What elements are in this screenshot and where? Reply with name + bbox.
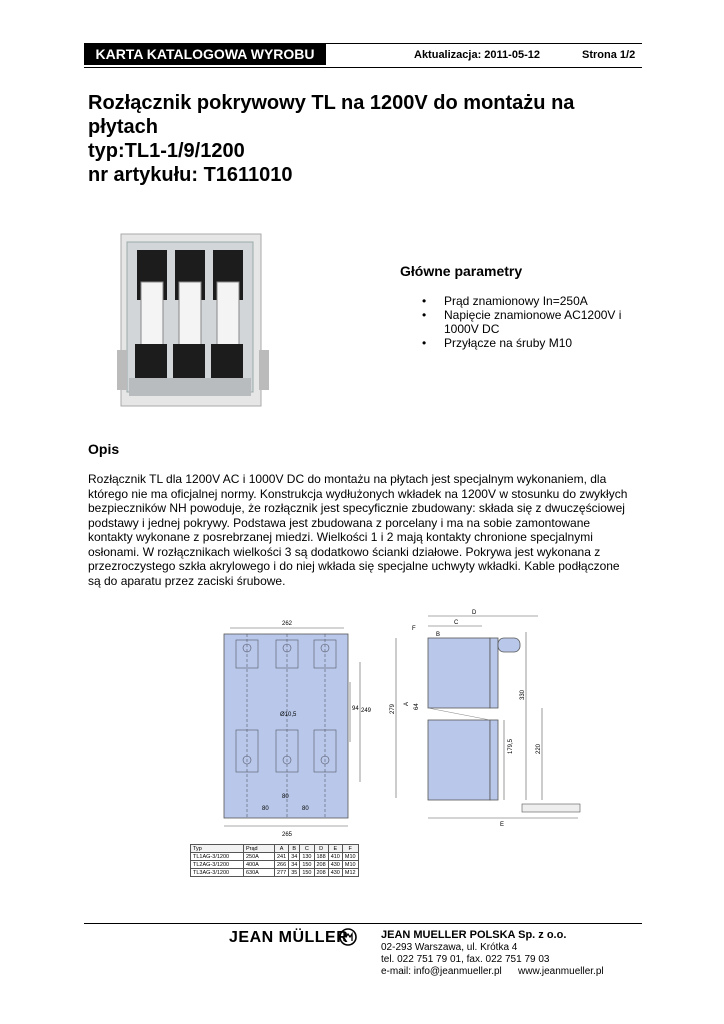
product-title	[88, 91, 648, 187]
front-view-drawing	[218, 612, 372, 842]
type-line: typ:TL1-1/9/1200	[88, 140, 245, 162]
bullet-icon: •	[422, 336, 427, 350]
table-header-row	[191, 845, 359, 853]
dim-80: 80	[282, 794, 289, 800]
table-row	[191, 853, 359, 861]
article-number: nr artykułu: T1611010	[88, 164, 293, 186]
dim-D: D	[472, 610, 477, 616]
description-line: są do aparatu przez zaciski śrubowe.	[88, 573, 286, 588]
table-cell: 208	[314, 869, 328, 877]
table-cell: TL3AG-3/1200	[191, 869, 244, 877]
update-date: Aktualizacja: 2011-05-12	[414, 49, 540, 61]
table-cell: 34	[289, 861, 300, 869]
description-line: którego nie ma oficjalnej normy. Konstrukcja wydłużonych wkładek na 1200V w stosunku do zwykłych	[88, 486, 628, 501]
parameter-text: Przyłącze na śruby M10	[444, 336, 573, 350]
column-header: A	[275, 845, 289, 853]
parameter-text: Napięcie znamionowe AC1200V i	[444, 308, 622, 322]
table-cell: 410	[328, 853, 342, 861]
dim-C: C	[454, 620, 459, 626]
dim-80: 80	[302, 806, 309, 812]
table-cell: 150	[300, 861, 314, 869]
list-item	[422, 294, 652, 308]
column-header: Prąd	[244, 845, 275, 853]
dimensions-table	[190, 844, 359, 877]
description-line: przezroczystego szkła akrylowego i do niej wkłada się specjalne uchwyty wkładki. Kable podłączone	[88, 559, 620, 573]
table-cell: 208	[314, 861, 328, 869]
table-cell: M12	[342, 869, 358, 877]
dim-94: 94	[352, 706, 359, 712]
table-cell: 130	[300, 853, 314, 861]
bullet-icon: •	[422, 294, 427, 308]
dim-179-5: 179,5	[508, 738, 514, 754]
product-photo	[117, 232, 269, 408]
dim-249: 249	[361, 708, 372, 714]
description-line: kontakty wykonane z posrebrzanej miedzi. Wielkości 1 i 2 mają kontakty chronione specjalnymi	[88, 530, 593, 544]
parameter-text: Prąd znamionowy In=250A	[444, 294, 588, 308]
dim-80: 80	[262, 806, 269, 812]
list-item	[422, 308, 652, 336]
column-header: E	[328, 845, 342, 853]
table-row	[191, 861, 359, 869]
jm-logo-icon	[339, 928, 357, 946]
dim-B: B	[436, 632, 441, 638]
description-line: podstawy i jednej pokrywy. Podstawa jest zbudowana z porcelany i ma na sobie zamontowane	[88, 515, 591, 530]
footer-rule	[84, 923, 642, 924]
list-item	[422, 336, 652, 350]
table-cell: 266	[275, 861, 289, 869]
dim-330: 330	[520, 689, 526, 700]
table-cell: 250A	[244, 853, 275, 861]
company-website[interactable]: www.jeanmueller.pl	[518, 966, 604, 977]
description-line: osłonami. W rozłącznikach wielkości 3 są dodatkowo ścianki działowe. Pokrywa jest wykonana z	[88, 544, 601, 559]
main-parameters-heading: Główne parametry	[400, 263, 523, 279]
table-cell: TL2AG-3/1200	[191, 861, 244, 869]
description-text	[88, 472, 648, 588]
company-email[interactable]: e-mail: info@jeanmueller.pl	[381, 966, 502, 977]
company-name: JEAN MUELLER POLSKA Sp. z o.o.	[381, 929, 567, 941]
column-header: D	[314, 845, 328, 853]
column-header: C	[300, 845, 314, 853]
brand-name: JEAN MÜLLER	[229, 929, 349, 946]
description-heading: Opis	[88, 441, 120, 457]
title-line: Rozłącznik pokrywowy TL na 1200V do montażu na	[88, 92, 575, 114]
table-row	[191, 869, 359, 877]
dim-width: 262	[281, 621, 293, 627]
side-view-drawing	[392, 608, 592, 830]
bullet-icon: •	[422, 308, 427, 322]
dim-E: E	[500, 822, 505, 828]
dim-F: F	[412, 626, 416, 632]
table-cell: 630A	[244, 869, 275, 877]
dim-hole: Ø10,5	[280, 712, 297, 718]
title-line: płytach	[88, 116, 159, 138]
table-cell: 188	[314, 853, 328, 861]
table-cell: 150	[300, 869, 314, 877]
column-header: Typ	[191, 845, 244, 853]
table-cell: M10	[342, 853, 358, 861]
main-parameters-list	[422, 294, 652, 350]
table-cell: 400A	[244, 861, 275, 869]
header-rule-bottom	[84, 67, 642, 68]
company-address: 02-293 Warszawa, ul. Krótka 4	[381, 942, 518, 953]
description-line: Rozłącznik TL dla 1200V AC i 1000V DC do montażu na płytach jest specjalnym wykonaniem, dla	[88, 472, 607, 486]
dim-A: A	[404, 701, 410, 706]
table-cell: 35	[289, 869, 300, 877]
table-cell: TL1AG-3/1200	[191, 853, 244, 861]
column-header: B	[289, 845, 300, 853]
table-cell: 430	[328, 869, 342, 877]
catalog-sheet-label: KARTA KATALOGOWA WYROBU	[84, 44, 326, 65]
table-cell: 34	[289, 853, 300, 861]
table-cell: M10	[342, 861, 358, 869]
company-phone: tel. 022 751 79 01, fax. 022 751 79 03	[381, 954, 550, 965]
description-line: bezpieczników NH powoduje, że rozłącznik jest specyficznie zbudowany: składa się z dwuczęściowej	[88, 501, 625, 515]
dim-279: 279	[390, 703, 396, 714]
column-header: F	[342, 845, 358, 853]
table-cell: 277	[275, 869, 289, 877]
dim-265: 265	[282, 832, 293, 838]
page-number: Strona 1/2	[582, 49, 636, 61]
table-cell: 430	[328, 861, 342, 869]
dim-64: 64	[414, 703, 420, 710]
table-cell: 241	[275, 853, 289, 861]
dim-220: 220	[536, 743, 542, 754]
parameter-text: 1000V DC	[444, 322, 500, 336]
